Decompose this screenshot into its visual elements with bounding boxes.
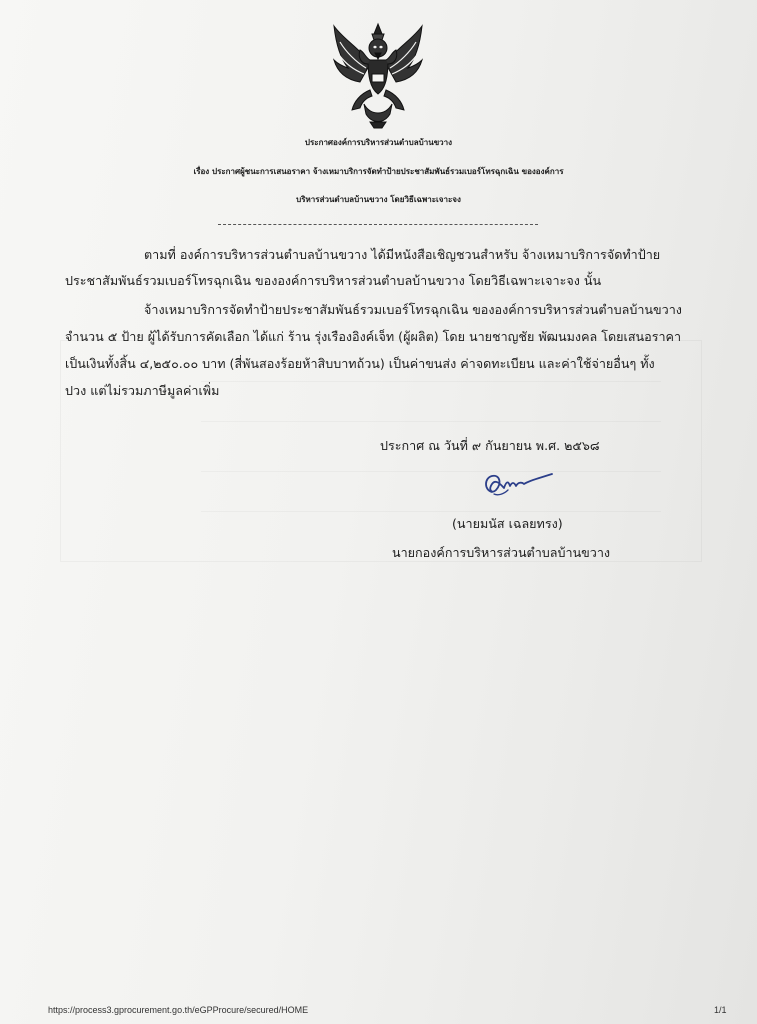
- signer-name: (นายมนัส เฉลยทรง): [452, 516, 563, 531]
- signer-title: นายกองค์การบริหารส่วนตำบลบ้านขวาง: [392, 545, 611, 560]
- announcement-heading: ประกาศองค์การบริหารส่วนตำบลบ้านขวาง: [304, 138, 453, 147]
- paragraph-2-line-4: ปวง แต่ไม่รวมภาษีมูลค่าเพิ่ม: [65, 383, 220, 398]
- handwritten-signature: [478, 468, 558, 502]
- paragraph-2-line-2: จำนวน ๕ ป้าย ผู้ได้รับการคัดเลือก ได้แก่ ร้าน รุ่งเรืองอิงค์เจ็ท (ผู้ผลิต) โดย นายชาญชัย พัฒนมงคล โดยเสนอราคา: [65, 329, 682, 344]
- subject-line-continued: บริหารส่วนตำบลบ้านขวาง โดยวิธีเฉพาะเจาะจง: [296, 195, 461, 204]
- announcement-date: ประกาศ ณ วันที่ ๙ กันยายน พ.ศ. ๒๕๖๘: [380, 438, 600, 453]
- garuda-emblem-icon: [330, 18, 426, 130]
- footer-url: https://process3.gprocurement.go.th/eGPProcure/secured/HOME: [48, 1005, 309, 1015]
- footer-page-number: 1/1: [714, 1005, 727, 1015]
- paragraph-2-line-1: จ้างเหมาบริการจัดทำป้ายประชาสัมพันธ์รวมเบอร์โทรฉุกเฉิน ขององค์การบริหารส่วนตำบลบ้านขวาง: [144, 302, 682, 317]
- paragraph-1-line-2: ประชาสัมพันธ์รวมเบอร์โทรฉุกเฉิน ขององค์การบริหารส่วนตำบลบ้านขวาง โดยวิธีเฉพาะเจาะจง นั้น: [65, 273, 602, 288]
- paragraph-1-line-1: ตามที่ องค์การบริหารส่วนตำบลบ้านขวาง ได้มีหนังสือเชิญชวนสำหรับ จ้างเหมาบริการจัดทำป้าย: [144, 247, 661, 262]
- separator-line: [218, 224, 538, 225]
- subject-line: เรื่อง ประกาศผู้ชนะการเสนอราคา จ้างเหมาบริการจัดทำป้ายประชาสัมพันธ์รวมเบอร์โทรฉุกเฉิน ขององค์การ: [193, 167, 564, 176]
- paragraph-2-line-3: เป็นเงินทั้งสิ้น ๔,๒๕๐.๐๐ บาท (สี่พันสองร้อยห้าสิบบาทถ้วน) เป็นค่าขนส่ง ค่าจดทะเบียน และค่าใช้จ่ายอื่นๆ ทั้ง: [65, 356, 655, 371]
